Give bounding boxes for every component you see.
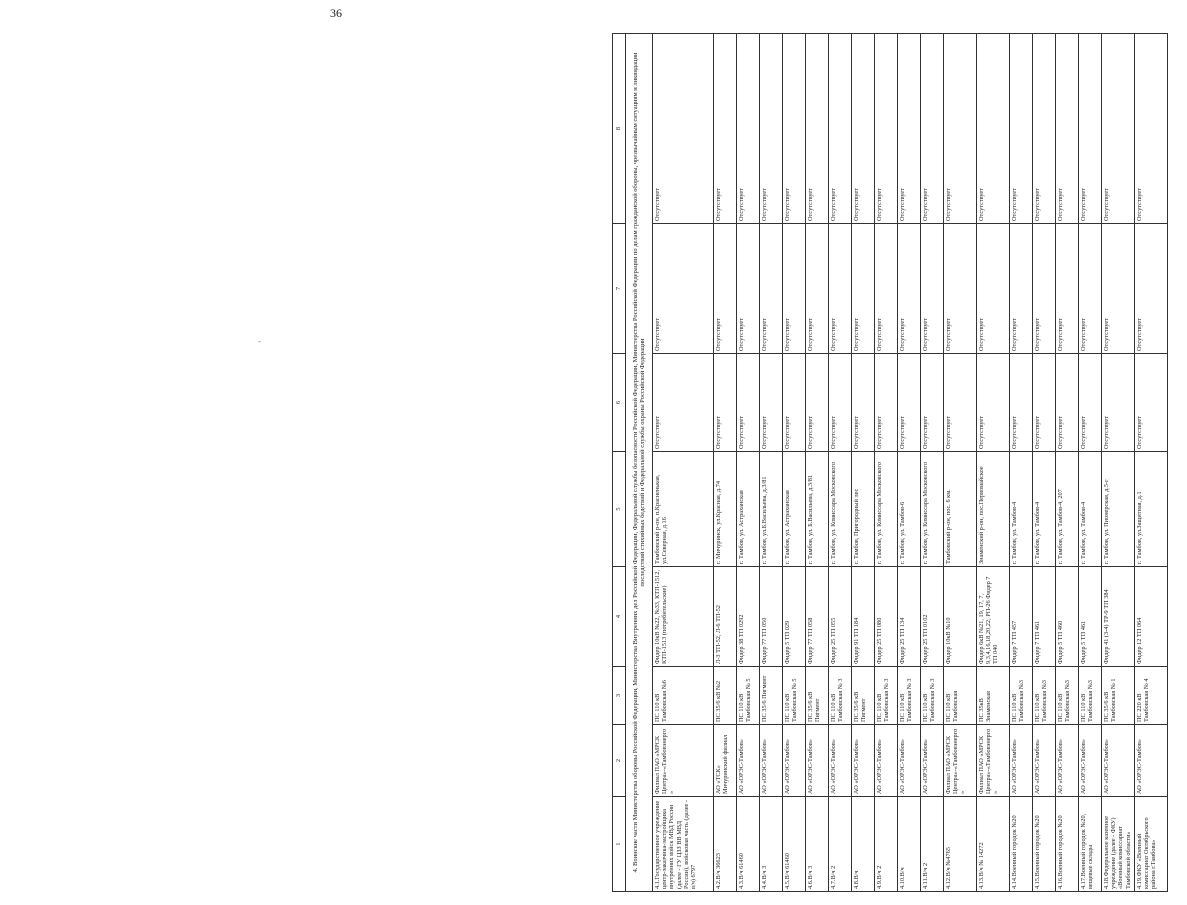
table-row (1079, 34, 1102, 892)
table-cell: Отсутствует (898, 34, 921, 224)
table-row (653, 34, 714, 892)
header-cell: 7 (613, 224, 626, 354)
table-cell: Филиал ПАО «МРСК Центра»-«Тамбовэнерго» (944, 725, 977, 797)
power-supply-table (612, 33, 1168, 892)
table-cell: АО «ОРЭС-Тамбов» (1056, 725, 1079, 797)
table-cell: ПС 110 кВ Тамбовская №3 (1010, 667, 1033, 725)
table-cell: 4.18.Федеральное казенное учреждение (далее - ФКУ) «Военный комиссариат Тамбовской области» (1102, 797, 1135, 892)
table-cell: 4.13.В/ч № 14272 (977, 797, 1010, 892)
table-cell: Отсутствует (1010, 354, 1033, 452)
table-cell: 4.19.ФКУ «Военный комиссариат Октябрьского района г.Тамбова» (1135, 797, 1168, 892)
page-mark: - (258, 336, 261, 346)
table-cell: Филиал ПАО «МРСК Центра»-«Тамбовэнерго» (653, 725, 714, 797)
table-cell: АО «ОРЭС-Тамбов» (921, 725, 944, 797)
table-cell: ПС 220 кВ Тамбовская № 4 (1135, 667, 1168, 725)
table-cell: Отсутствует (1010, 34, 1033, 224)
table-cell: ПС 35/6 кВ Пигмент (852, 667, 875, 725)
table-cell: г. Тамбов, ул. Комиссара Московского (829, 452, 852, 567)
table-cell: Отсутствует (653, 34, 714, 224)
table-cell: Отсутствует (898, 224, 921, 354)
table-cell: ПС 110 кВ Тамбовская №6 (653, 667, 714, 725)
table-cell: АО «ОРЭС-Тамбов» (760, 725, 783, 797)
table-cell: 4.12.В/ч №4765 (944, 797, 977, 892)
table-cell: Отсутствует (783, 224, 806, 354)
table-cell: АО «ОРЭС-Тамбов» (829, 725, 852, 797)
table-cell: Отсутствует (737, 354, 760, 452)
table-cell: АО «ОРЭС-Тамбов» (783, 725, 806, 797)
table-cell: Отсутствует (1010, 224, 1033, 354)
table-cell: 4.14.Военный городок №20 (1010, 797, 1033, 892)
table-cell: г. Тамбов, ул. Тамбов-4, 207 (1056, 452, 1079, 567)
table-cell: Отсутствует (1079, 34, 1102, 224)
table-cell: Фидер 12 ТП 064 (1135, 567, 1168, 667)
table-cell: Отсутствует (1102, 34, 1135, 224)
table-cell: г. Тамбов, ул. Б.Васильева, д.3/81 (806, 452, 829, 567)
table-cell: Фидер 38 ТП 0292 (737, 567, 760, 667)
table-cell: Отсутствует (783, 354, 806, 452)
table-cell: Отсутствует (806, 354, 829, 452)
table-row (783, 34, 806, 892)
table-cell: Отсутствует (875, 224, 898, 354)
table-cell: АО «ТСК» Мичуринский филиал (714, 725, 737, 797)
table-cell: Отсутствует (1135, 34, 1168, 224)
table-cell: 4.4.В/ч 3 (760, 797, 783, 892)
table-row (1056, 34, 1079, 892)
table-cell: Отсутствует (760, 224, 783, 354)
table-cell: АО «ОРЭС-Тамбов» (1033, 725, 1056, 797)
table-cell: Отсутствует (829, 34, 852, 224)
rotated-table-container (612, 34, 1187, 892)
table-cell: 4.10.В/ч (898, 797, 921, 892)
section-title: 4. Воинские части Министерства обороны Российской Федерации, Министерства Внутренних дел Российской Федерации, Федеральной службы безопасности Российской Федерации, Министерства Российской Федерации по делам гражданской обороны, чрезвычайным ситуациям и ликвидации последствий стихийных бедствий и Федеральной службы охраны Российской Федерации (626, 34, 653, 892)
table-cell: Отсутствует (852, 34, 875, 224)
table-cell: Отсутствует (714, 354, 737, 452)
table-row (806, 34, 829, 892)
table-cell: Отсутствует (977, 34, 1010, 224)
table-cell: Отсутствует (737, 224, 760, 354)
table-cell: Отсутствует (898, 354, 921, 452)
table-cell: Отсутствует (852, 224, 875, 354)
header-cell: 6 (613, 354, 626, 452)
table-cell: 4.16.Военный городок №20 (1056, 797, 1079, 892)
table-cell: Фидер 77 ТП 050 (760, 567, 783, 667)
table-cell: г. Тамбов, ул. Тамбов-4 (1033, 452, 1056, 567)
table-cell: ПС 35/6 кВ №2 (714, 667, 737, 725)
table-cell: г. Тамбов, ул.Б.Васильева, д.3/81 (760, 452, 783, 567)
table-cell: Фидер 6кВ №21, 19, 17, 7, 9,3,4,16,18,20,22, РП-26 Фидер 7 ТП 040 (977, 567, 1010, 667)
table-cell: г. Тамбов, ул. Комиссара Московского (921, 452, 944, 567)
table-cell: Отсутствует (1056, 34, 1079, 224)
table-cell: Фидер 77 ТП 058 (806, 567, 829, 667)
table-cell: 4.1.Государственное учреждение центр-заказчика-застройщика внутренних войск МВД России (далее - ГУ ЦЗЗ ВВ МВД России), войсковая часть (далее - в/ч) 6797 (653, 797, 714, 892)
table-cell: г. Тамбов, Пригородный лес (852, 452, 875, 567)
table-cell: Отсутствует (1102, 224, 1135, 354)
header-cell: 3 (613, 667, 626, 725)
table-cell: Отсутствует (714, 224, 737, 354)
table-cell: Отсутствует (1102, 354, 1135, 452)
table-cell: АО «ОРЭС-Тамбов» (806, 725, 829, 797)
table-cell: г. Тамбов, ул. Астраханская (737, 452, 760, 567)
table-cell: Фидер 91 ТП 184 (852, 567, 875, 667)
table-cell: Отсутствует (760, 354, 783, 452)
table-row (898, 34, 921, 892)
table-cell: Отсутствует (977, 354, 1010, 452)
table-cell: АО «ОРЭС-Тамбов» (1135, 725, 1168, 797)
table-cell: Фидер 25 ТП 0102 (921, 567, 944, 667)
table-cell: г. Тамбов, ул.Защитная, д.1 (1135, 452, 1168, 567)
table-cell: ПС 110 кВ Тамбовская (944, 667, 977, 725)
table-cell: Отсутствует (921, 34, 944, 224)
table-cell: ПС 110 кВ Тамбовская № 3 (875, 667, 898, 725)
table-cell: Фидер 25 ТП 134 (898, 567, 921, 667)
table-cell: Отсутствует (1056, 224, 1079, 354)
table-cell: ПС 110 кВ Тамбовская № 3 (898, 667, 921, 725)
table-cell: г. Тамбов, ул. Тамбов-4 (1010, 452, 1033, 567)
table-cell: Отсутствует (852, 354, 875, 452)
table-cell: Филиал ПАО «МРСК Центра»-«Тамбовэнерго» (977, 725, 1010, 797)
table-row (1033, 34, 1056, 892)
table-cell: 4.15.Военный городок №20 (1033, 797, 1056, 892)
table-cell: Отсутствует (653, 354, 714, 452)
header-cell: 4 (613, 567, 626, 667)
table-cell: г. Тамбов, ул. Комиссара Московского (875, 452, 898, 567)
table-cell: Отсутствует (1033, 34, 1056, 224)
table-cell: АО «ОРЭС-Тамбов» (852, 725, 875, 797)
table-cell: ПС 110 кВ Тамбовская №3 (1056, 667, 1079, 725)
table-cell: Отсутствует (944, 354, 977, 452)
table-row (714, 34, 737, 892)
table-cell: Отсутствует (829, 354, 852, 452)
table-row (737, 34, 760, 892)
table-cell: Отсутствует (921, 354, 944, 452)
table-cell: АО «ОРЭС-Тамбов» (898, 725, 921, 797)
table-cell: ПС 110 кВ Тамбовская №3 (1033, 667, 1056, 725)
table-cell: Отсутствует (714, 34, 737, 224)
table-row (1135, 34, 1168, 892)
table-row (1102, 34, 1135, 892)
table-cell: Отсутствует (875, 34, 898, 224)
table-cell: Фидер 10кВ №22, №33, КТП-1512, КТП-1513 (потребительские) (653, 567, 714, 667)
table-cell: Фидер 7 ТП 461 (1033, 567, 1056, 667)
table-cell: г. Мичуринск, ул.Красная, д.74 (714, 452, 737, 567)
table-row (944, 34, 977, 892)
table-row (760, 34, 783, 892)
table-cell: ПС 35/6 кВ Пигмент (806, 667, 829, 725)
header-cell: 1 (613, 797, 626, 892)
table-cell: г. Тамбов, ул. Тамбов-4 (1079, 452, 1102, 567)
table-cell: АО «ОРЭС-Тамбов» (737, 725, 760, 797)
table-cell: Тамбовский р-он, пос. 6 км. (944, 452, 977, 567)
table-cell: Отсутствует (806, 224, 829, 354)
table-cell: АО «ОРЭС-Тамбов» (1079, 725, 1102, 797)
table-cell: Отсутствует (1079, 224, 1102, 354)
table-cell: ПС 110 кВ Тамбовская № 3 (921, 667, 944, 725)
table-cell: Отсутствует (737, 34, 760, 224)
table-cell: Фидер 7 ТП 457 (1010, 567, 1033, 667)
table-cell: Отсутствует (921, 224, 944, 354)
table-cell: Знаменский р-он, пос.Первомайское (977, 452, 1010, 567)
table-cell: 4.6.В/ч 3 (806, 797, 829, 892)
table-cell: г. Тамбов, ул. Тамбов-6 (898, 452, 921, 567)
table-cell: ПС 35/6 кВ Тамбовская № 1 (1102, 667, 1135, 725)
table-cell: Фидер 5 ТП 029 (783, 567, 806, 667)
table-cell: Отсутствует (653, 224, 714, 354)
table-cell: Отсутствует (875, 354, 898, 452)
table-cell: Фидер 10кВ №10 (944, 567, 977, 667)
table-cell: Отсутствует (1079, 354, 1102, 452)
table-cell: Фидер 5 ТП 460 (1056, 567, 1079, 667)
table-cell: 4.8.В/ч (852, 797, 875, 892)
table-cell: Фидер 41 (3-4) ТР-9 ТП 384 (1102, 567, 1135, 667)
header-row (613, 34, 626, 892)
table-cell: Отсутствует (1033, 354, 1056, 452)
table-cell: 4.9.В/ч 2 (875, 797, 898, 892)
table-cell: 4.7.В/ч 2 (829, 797, 852, 892)
table-cell: Фидер 25 ТП 055 (829, 567, 852, 667)
table-cell: 4.2.В/ч 36623 (714, 797, 737, 892)
header-cell: 8 (613, 34, 626, 224)
table-cell: г. Тамбов, ул. Пионерская, д.5-г (1102, 452, 1135, 567)
table-row (1010, 34, 1033, 892)
table-cell: Отсутствует (829, 224, 852, 354)
table-cell: Тамбовский р-он, п.Красненькая, ул.Северная, д.16 (653, 452, 714, 567)
table-cell: Отсутствует (1056, 354, 1079, 452)
table-cell: ПС 110 кВ Тамбовская № 3 (829, 667, 852, 725)
table-row (875, 34, 898, 892)
table-cell: 4.5.В/ч 61460 (783, 797, 806, 892)
table-row (852, 34, 875, 892)
table-cell: ПС 110 кВ Тамбовская № 5 (783, 667, 806, 725)
table-cell: Отсутствует (760, 34, 783, 224)
table-cell: Отсутствует (1135, 354, 1168, 452)
table-cell: Фидер 25 ТП 080 (875, 567, 898, 667)
table-cell: ПС 35/6 Пигмент (760, 667, 783, 725)
table-row (829, 34, 852, 892)
table-cell: Отсутствует (806, 34, 829, 224)
header-cell: 5 (613, 452, 626, 567)
table-cell: г. Тамбов, ул. Астраханская (783, 452, 806, 567)
table-cell: Отсутствует (1033, 224, 1056, 354)
table-cell: Отсутствует (977, 224, 1010, 354)
table-cell: 4.11.В/ч 2 (921, 797, 944, 892)
section-row (626, 34, 653, 892)
header-cell: 2 (613, 725, 626, 797)
table-cell: АО «ОРЭС-Тамбов» (1102, 725, 1135, 797)
table-cell: 4.17.Военный городок №20, вещевые склады (1079, 797, 1102, 892)
table-row (921, 34, 944, 892)
table-cell: Отсутствует (783, 34, 806, 224)
table-cell: АО «ОРЭС-Тамбов» (1010, 725, 1033, 797)
table-cell: ПС 35кВ Знаменская (977, 667, 1010, 725)
table-cell: АО «ОРЭС-Тамбов» (875, 725, 898, 797)
table-cell: Отсутствует (944, 34, 977, 224)
table-cell: ПС 110 кВ Тамбовская №3 (1079, 667, 1102, 725)
table-cell: Л-3 ТП-52, Л-6 ТП-52 (714, 567, 737, 667)
page-number: 36 (330, 6, 342, 20)
table-cell: ПС 110 кВ Тамбовская № 5 (737, 667, 760, 725)
table-cell: Отсутствует (944, 224, 977, 354)
table-row (977, 34, 1010, 892)
table-cell: Фидер 5 ТП 461 (1079, 567, 1102, 667)
table-cell: Отсутствует (1135, 224, 1168, 354)
table-cell: 4.3.В/ч 61460 (737, 797, 760, 892)
